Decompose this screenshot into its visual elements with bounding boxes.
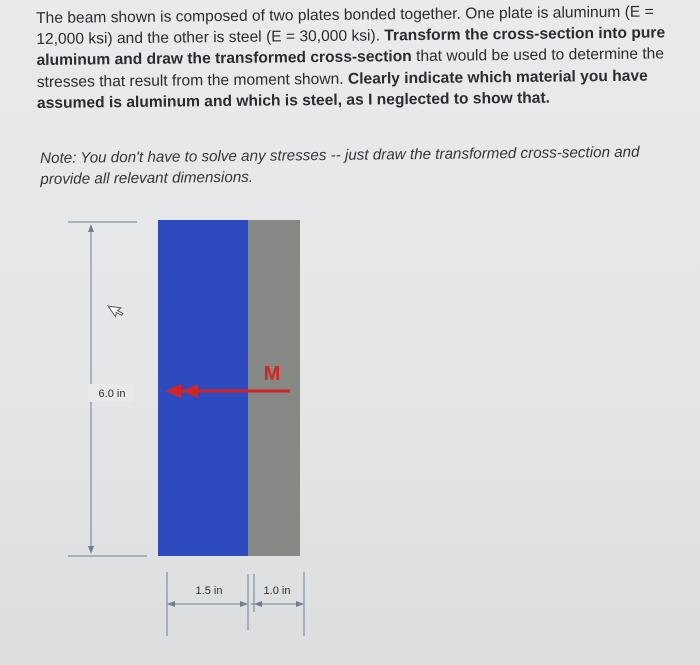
height-dim-top-arrowhead bbox=[88, 224, 94, 232]
left-plate bbox=[158, 220, 248, 556]
moment-label: M bbox=[263, 363, 281, 385]
width-dim-arrowhead-4 bbox=[296, 601, 304, 607]
width-dimensions bbox=[167, 572, 304, 636]
problem-text-1: The beam shown is composed of two plates bonded together. One plate is aluminum (E = 12,000 ksi) and the other is steel (E = 30,000 ksi). bbox=[36, 3, 654, 49]
width-dim-arrowhead-2 bbox=[240, 601, 248, 607]
width-dim-arrowhead-3 bbox=[254, 601, 262, 607]
problem-text-4-bold: Clearly indicate which material you have assumed is aluminum and which is steel, as I neglected to show that. bbox=[36, 67, 648, 112]
height-label: 6.0 in bbox=[98, 388, 126, 400]
left-width-label: 1.5 in bbox=[195, 585, 223, 597]
problem-text-2-bold: Transform the cross-section into pure aluminum and draw the transformed cross-section bbox=[36, 24, 666, 70]
note-text: Note: You don't have to solve any stresses -- just draw the transformed cross-section and provide all relevant dimensions. bbox=[40, 143, 640, 188]
height-dim-bottom-arrowhead bbox=[88, 546, 94, 554]
cursor-icon bbox=[108, 301, 125, 319]
right-width-label: 1.0 in bbox=[263, 585, 291, 597]
problem-text-3: that would be used to determine the stresses that result from the moment shown. bbox=[36, 45, 665, 91]
right-plate bbox=[248, 220, 300, 556]
width-dim-arrowhead-1 bbox=[167, 601, 175, 607]
